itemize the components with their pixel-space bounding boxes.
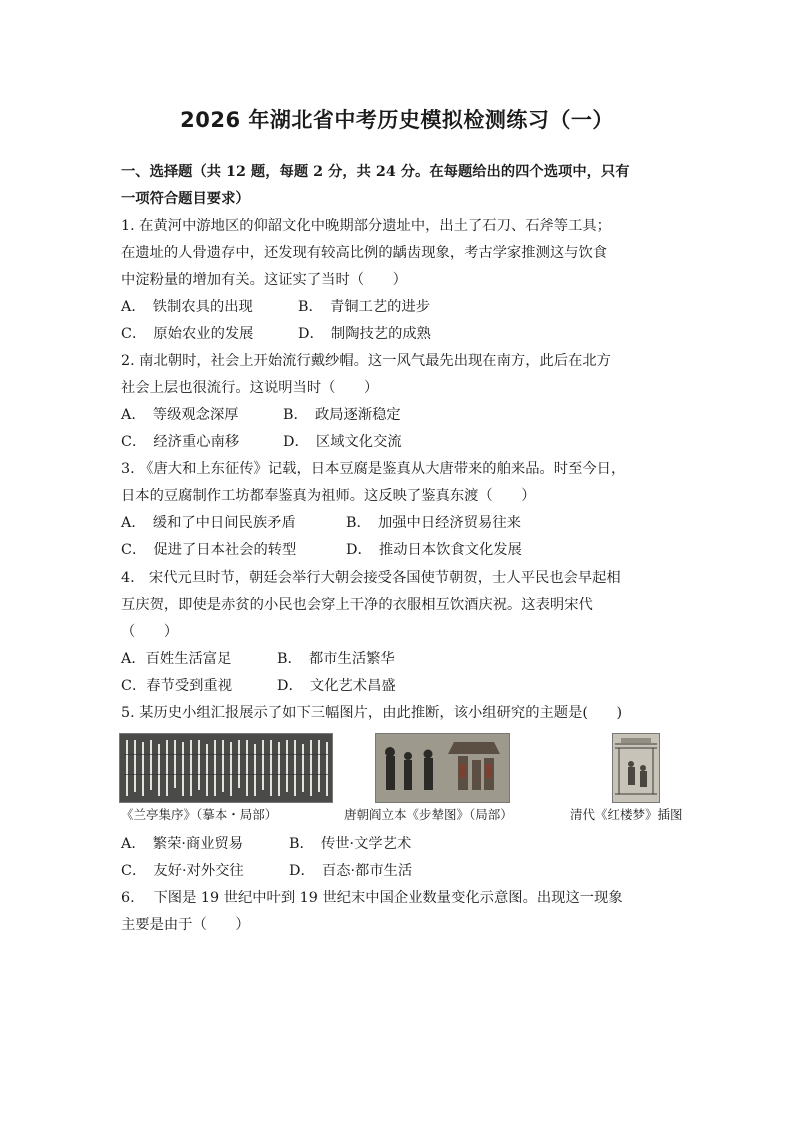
question-1-option-c[interactable]: C． 原始农业的发展 (121, 326, 254, 342)
question-6-line-2: 主要是由于（ ） (121, 917, 250, 933)
question-3-option-d[interactable]: D． 推动日本饮食文化发展 (346, 542, 522, 558)
question-3-line-1: 3. 《唐大和上东征传》记载，日本豆腐是鉴真从大唐带来的舶来品。时至今日， (121, 461, 626, 477)
question-4-option-a[interactable]: A．百姓生活富足 (121, 651, 232, 667)
question-1-line-1: 1. 在黄河中游地区的仰韶文化中晚期部分遗址中，出土了石刀、石斧等工具； (121, 218, 611, 234)
question-4-line-3: （ ） (121, 624, 179, 640)
image-caption-2: 唐朝阎立本《步辇图》（局部） (344, 807, 513, 822)
question-2-option-b[interactable]: B． 政局逐渐稳定 (283, 407, 401, 423)
bunian-painting-image (375, 733, 510, 803)
image-caption-3: 清代《红楼梦》插图 (570, 807, 683, 822)
question-3-line-2: 日本的豆腐制作工坊都奉鉴真为祖师。这反映了鉴真东渡（ ） (121, 488, 536, 504)
question-4-line-2: 互庆贺，即使是赤贫的小民也会穿上干净的衣服相互饮酒庆祝。这表明宋代 (121, 597, 593, 613)
question-4-option-c[interactable]: C．春节受到重视 (121, 678, 233, 694)
question-4-option-d[interactable]: D． 文化艺术昌盛 (277, 678, 396, 694)
question-5-images (0, 733, 794, 803)
question-1-option-a[interactable]: A． 铁制农具的出现 (121, 299, 253, 315)
question-5-option-c[interactable]: C． 友好·对外交往 (121, 863, 244, 879)
question-2-option-c[interactable]: C． 经济重心南移 (121, 434, 240, 450)
page-title: 2026 年湖北省中考历史模拟检测练习（一） (180, 108, 614, 132)
calligraphy-scroll-image (119, 733, 333, 803)
question-5-line-1: 5. 某历史小组汇报展示了如下三幅图片，由此推断，该小组研究的主题是( ) (121, 705, 623, 721)
image-caption-1: 《兰亭集序》（摹本・局部） (121, 807, 278, 822)
question-1-line-3: 中淀粉量的增加有关。这证实了当时（ ） (121, 272, 407, 288)
section-header-line-2: 一项符合题目要求） (121, 191, 250, 207)
question-1-option-b[interactable]: B． 青铜工艺的进步 (298, 299, 431, 315)
question-2-option-a[interactable]: A． 等级观念深厚 (121, 407, 239, 423)
question-5-option-d[interactable]: D． 百态·都市生活 (289, 863, 413, 879)
hongloumeng-illustration-image (612, 733, 660, 803)
question-4-line-1: 4. 宋代元旦时节，朝廷会举行大朝会接受各国使节朝贺，士人平民也会早起相 (121, 570, 621, 586)
question-1-option-d[interactable]: D． 制陶技艺的成熟 (298, 326, 431, 342)
question-6-line-1: 6. 下图是 19 世纪中叶到 19 世纪末中国企业数量变化示意图。出现这一现象 (121, 890, 623, 906)
question-3-option-a[interactable]: A． 缓和了中日间民族矛盾 (121, 515, 296, 531)
question-4-option-b[interactable]: B． 都市生活繁华 (277, 651, 395, 667)
question-5-option-b[interactable]: B． 传世·文学艺术 (289, 836, 412, 852)
question-2-line-1: 2. 南北朝时，社会上开始流行戴纱帽。这一风气最先出现在南方，此后在北方 (121, 353, 611, 369)
section-header-line-1: 一、选择题（共 12 题，每题 2 分，共 24 分。在每题给出的四个选项中，只有 (121, 164, 630, 180)
question-1-line-2: 在遗址的人骨遗存中，还发现有较高比例的龋齿现象，考古学家推测这与饮食 (121, 245, 608, 261)
question-3-option-c[interactable]: C． 促进了日本社会的转型 (121, 542, 297, 558)
question-5-option-a[interactable]: A． 繁荣·商业贸易 (121, 836, 244, 852)
question-2-line-2: 社会上层也很流行。这说明当时（ ） (121, 380, 379, 396)
question-3-option-b[interactable]: B． 加强中日经济贸易往来 (346, 515, 521, 531)
question-2-option-d[interactable]: D． 区域文化交流 (283, 434, 402, 450)
